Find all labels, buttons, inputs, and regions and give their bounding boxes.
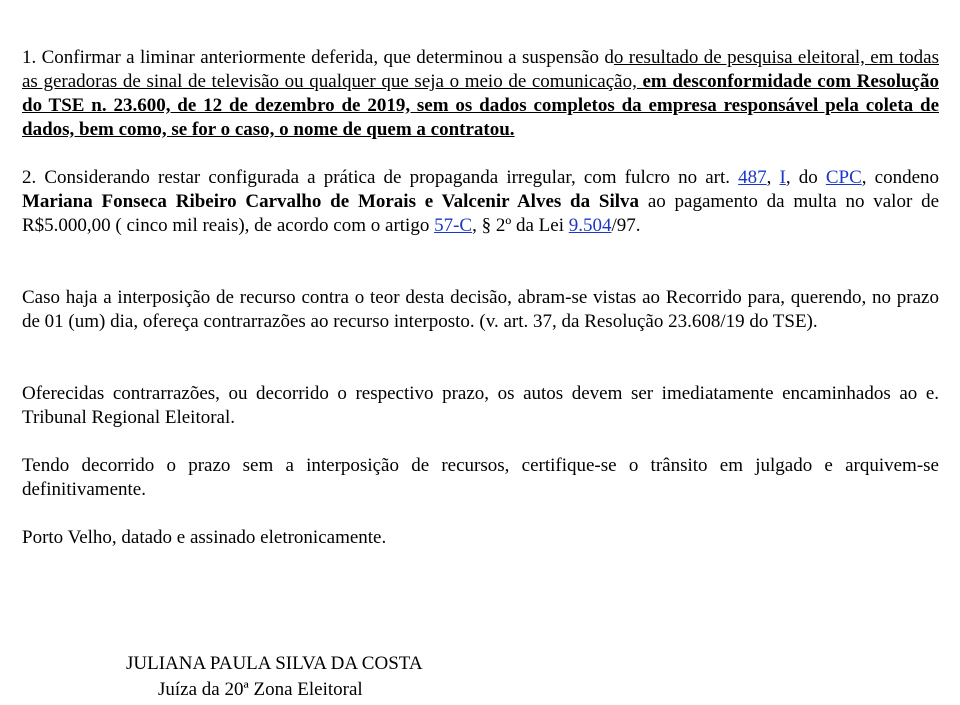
- paragraph-archive: Tendo decorrido o prazo sem a interposição de recursos, certifique-se o trânsito em julgado e arquivem-se definitivamente.: [22, 455, 939, 500]
- para1-bold-underlined-text: em desconformidade com Resolução do TSE n. 23.600, de 12 de dezembro de 2019, sem os dados completos da empresa responsável pela coleta de dados, bem como, se for o caso, o nome de quem a contratou.: [22, 71, 939, 140]
- condemned-names: Mariana Fonseca Ribeiro Carvalho de Morais e Valcenir Alves da Silva: [22, 191, 640, 212]
- signer-role: Juíza da 20ª Zona Eleitoral: [158, 679, 363, 700]
- link-art-487[interactable]: 487: [738, 167, 767, 188]
- paragraph-confirm-injunction: [22, 46, 939, 142]
- para2-separator: ,: [766, 167, 780, 188]
- para2-text-d: ao pagamento da multa no valor de R$5.000,00 ( cinco mil reais), de acordo com o artigo: [22, 191, 939, 236]
- para1-text-start: 1. Confirmar a liminar anteriormente deferida, que determinou a suspensão d: [22, 47, 614, 68]
- para2-text-c: , condeno: [861, 167, 940, 188]
- link-lei-9504[interactable]: 9.504: [568, 215, 612, 236]
- paragraph-place-date: Porto Velho, datado e assinado eletronicamente.: [22, 527, 387, 548]
- para2-text-f: /97.: [611, 215, 641, 236]
- document-body: [22, 46, 939, 550]
- paragraph-condemnation: [22, 166, 939, 238]
- signer-name: JULIANA PAULA SILVA DA COSTA: [126, 653, 423, 674]
- signature-block: [126, 651, 423, 703]
- paragraph-counterarguments: Oferecidas contrarrazões, ou decorrido o respectivo prazo, os autos devem ser imediatamente encaminhados ao e. Tribunal Regional Eleitoral.: [22, 383, 939, 428]
- link-cpc[interactable]: CPC: [825, 167, 862, 188]
- link-inciso-i[interactable]: I: [779, 167, 786, 188]
- para2-text-b: , do: [785, 167, 826, 188]
- link-art-57c[interactable]: 57-C: [434, 215, 473, 236]
- para2-text-a: 2. Considerando restar configurada a prática de propaganda irregular, com fulcro no art.: [22, 167, 739, 188]
- paragraph-appeal: Caso haja a interposição de recurso contra o teor desta decisão, abram-se vistas ao Recorrido para, querendo, no prazo de 01 (um) dia, ofereça contrarrazões ao recurso interposto. (v. art. 37, da Resolução 23.608/19 do TSE).: [22, 287, 939, 332]
- para1-underlined-text: o resultado de pesquisa eleitoral, em todas as geradoras de sinal de televisão ou qualquer que seja o meio de comunicação,: [22, 47, 939, 92]
- para2-text-e: , § 2º da Lei: [472, 215, 569, 236]
